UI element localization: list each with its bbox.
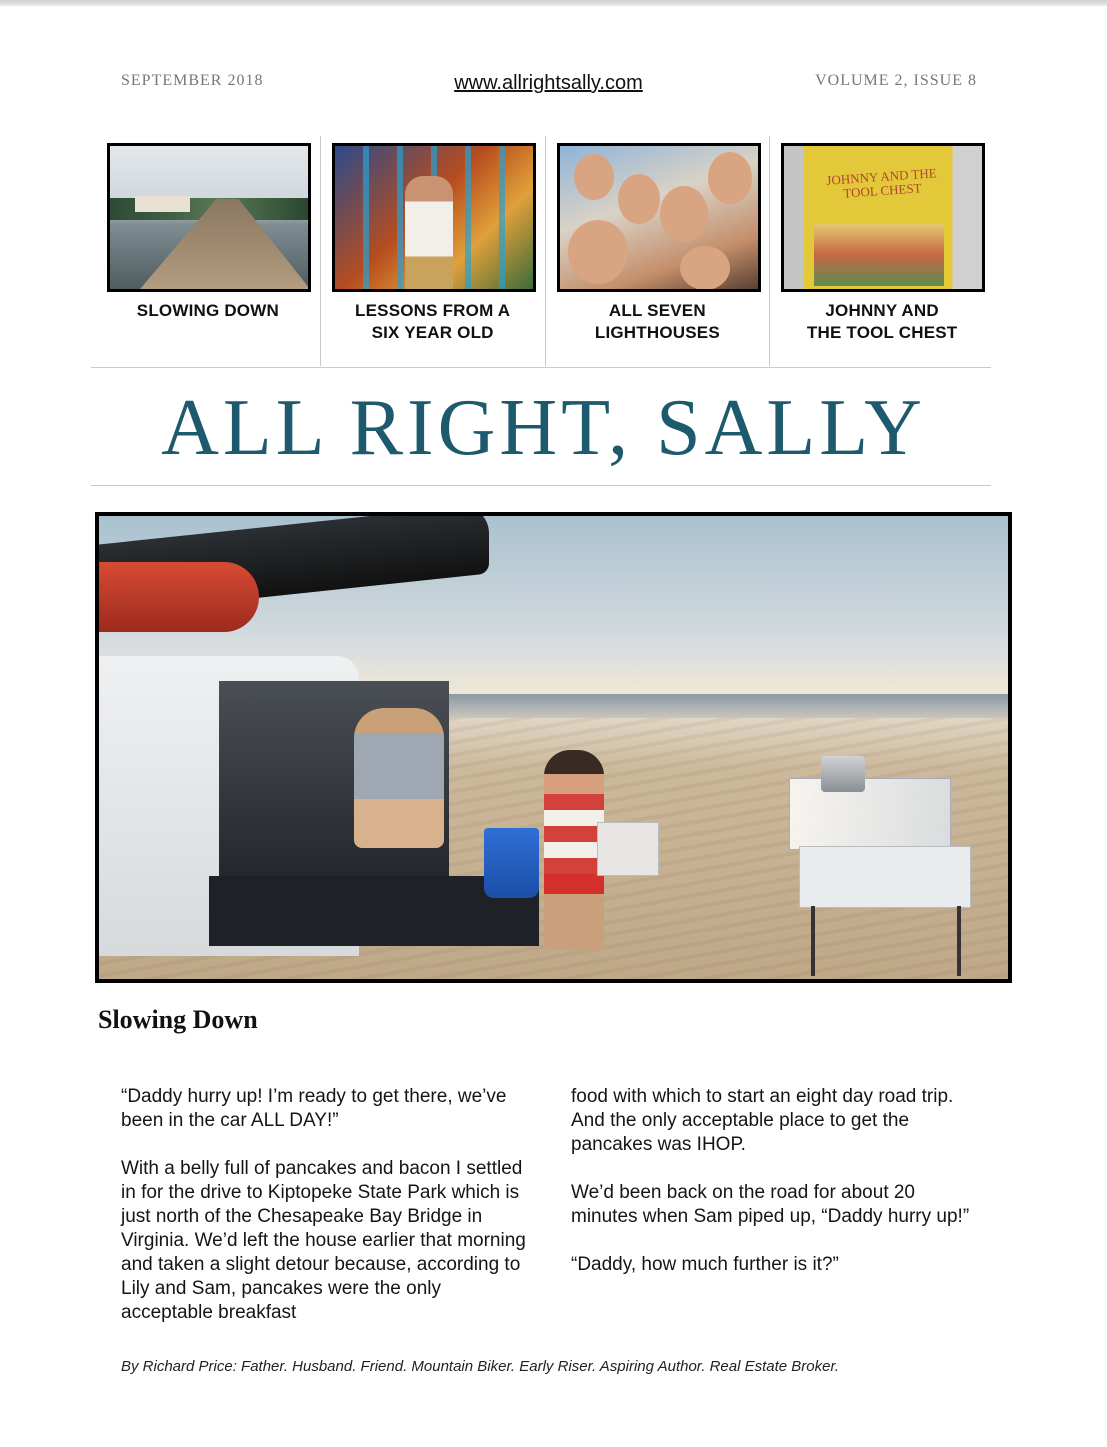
feature-label: LESSONS FROM A SIX YEAR OLD xyxy=(355,301,511,342)
volume-issue: VOLUME 2, ISSUE 8 xyxy=(815,72,977,89)
book-cover-title: JOHNNY AND THE TOOL CHEST xyxy=(826,165,938,201)
feature-lighthouses[interactable] xyxy=(545,136,770,366)
playground-photo xyxy=(332,143,536,292)
article-column-right xyxy=(571,1085,986,1301)
book-cover-photo xyxy=(781,143,985,292)
feature-slowing-down[interactable] xyxy=(96,136,320,366)
feature-lessons[interactable] xyxy=(320,136,545,366)
article-paragraph: “Daddy, how much further is it?” xyxy=(571,1254,839,1275)
divider xyxy=(91,367,991,368)
feature-label: SLOWING DOWN xyxy=(136,301,279,320)
feature-label: ALL SEVEN LIGHTHOUSES xyxy=(594,301,720,342)
feature-tool-chest[interactable] xyxy=(769,136,994,366)
family-selfie-photo xyxy=(557,143,761,292)
article-paragraph: We’d been back on the road for about 20 minutes when Sam piped up, “Daddy hurry up!” xyxy=(571,1182,970,1227)
article-paragraph: food with which to start an eight day road trip. And the only acceptable place to get the pancakes was IHOP. xyxy=(571,1086,954,1155)
pier-photo xyxy=(107,143,311,292)
beach-truck-photo xyxy=(95,512,1012,983)
issue-date: SEPTEMBER 2018 xyxy=(121,72,264,89)
divider xyxy=(91,485,991,486)
website-link[interactable]: www.allrightsally.com xyxy=(454,72,643,94)
author-byline: By Richard Price: Father. Husband. Friend. Mountain Biker. Early Riser. Aspiring Author. Real Estate Broker. xyxy=(121,1358,840,1375)
feature-label: JOHNNY AND THE TOOL CHEST xyxy=(806,301,958,342)
article-column-left xyxy=(121,1085,536,1349)
window-top-edge xyxy=(0,0,1107,6)
article-paragraph: With a belly full of pancakes and bacon I settled in for the drive to Kiptopeke State Park which is just north of the Chesapeake Bay Bridge in Virginia. We’d left the house earlier that morning and taken a slight detour because, according to Lily and Sam, pancakes were the only acceptable breakfast xyxy=(121,1158,526,1323)
masthead-title: ALL RIGHT, SALLY xyxy=(161,384,926,472)
article-title: Slowing Down xyxy=(98,1005,258,1034)
feature-strip xyxy=(96,136,994,366)
article-paragraph: “Daddy hurry up! I’m ready to get there, we’ve been in the car ALL DAY!” xyxy=(121,1086,507,1131)
